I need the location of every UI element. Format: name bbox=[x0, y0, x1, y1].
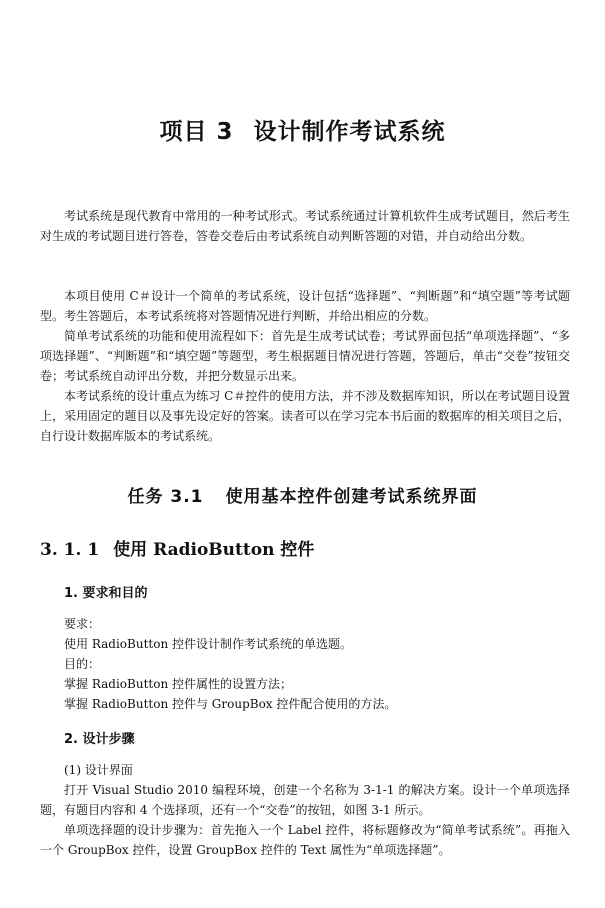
section-title: 使用 RadioButton 控件 bbox=[113, 540, 315, 560]
requirements-line-1: 要求： bbox=[64, 617, 101, 631]
steps-paragraph-1: 打开 Visual Studio 2010 编程环境，创建一个名称为 3-1-1 的解决方案。设计一个单项选择题，有题目内容和 4 个选择项，还有一个“交卷”的按钮，如图 3-1 所示。 bbox=[40, 783, 570, 817]
requirements-line-3: 目的： bbox=[64, 657, 101, 671]
section-number: 3. 1. 1 bbox=[40, 540, 100, 560]
task-title: 使用基本控件创建考试系统界面 bbox=[225, 487, 478, 507]
intro-paragraph-2: 本项目使用 C＃设计一个简单的考试系统，设计包括“选择题”、“判断题”和“填空题”等考试题型。考生答题后，本考试系统将对答题情况进行判断，并给出相应的分数。 bbox=[40, 289, 570, 323]
intro-paragraph-3: 简单考试系统的功能和使用流程如下：首先是生成考试试卷；考试界面包括“单项选择题”、“多项选择题”、“判断题”和“填空题”等题型，考生根据题目情况进行答题，答题后，单击“交卷”按钮交卷；考试系统自动评出分数，并把分数显示出来。 bbox=[40, 329, 570, 383]
step-1-label: (1) 设计界面 bbox=[64, 763, 133, 777]
chapter-title: 设计制作考试系统 bbox=[253, 119, 446, 145]
requirements-line-4: 掌握 RadioButton 控件属性的设置方法； bbox=[64, 677, 292, 691]
steps-paragraph-2: 单项选择题的设计步骤为：首先拖入一个 Label 控件，将标题修改为“简单考试系统”。再拖入一个 GroupBox 控件，设置 GroupBox 控件的 Text 属性为“单项选择题”。 bbox=[40, 823, 570, 857]
task-label: 任务 3.1 bbox=[127, 487, 204, 507]
requirements-line-2: 使用 RadioButton 控件设计制作考试系统的单选题。 bbox=[64, 637, 352, 651]
intro-paragraph-1: 考试系统是现代教育中常用的一种考试形式。考试系统通过计算机软件生成考试题目，然后考生对生成的考试题目进行答卷，答卷交卷后由考试系统自动判断答题的对错，并自动给出分数。 bbox=[40, 209, 570, 243]
steps-heading: 2. 设计步骤 bbox=[64, 732, 135, 747]
task-heading bbox=[0, 482, 605, 507]
requirements-heading: 1. 要求和目的 bbox=[64, 586, 148, 601]
section-heading bbox=[40, 535, 314, 560]
chapter-heading bbox=[0, 113, 605, 146]
requirements-line-5: 掌握 RadioButton 控件与 GroupBox 控件配合使用的方法。 bbox=[64, 697, 397, 711]
intro-paragraph-4: 本考试系统的设计重点为练习 C＃控件的使用方法，并不涉及数据库知识，所以在考试题目设置上，采用固定的题目以及事先设定好的答案。读者可以在学习完本书后面的数据库的相关项目之后，自行设计数据库版本的考试系统。 bbox=[40, 389, 570, 443]
chapter-label: 项目 3 bbox=[159, 119, 234, 145]
